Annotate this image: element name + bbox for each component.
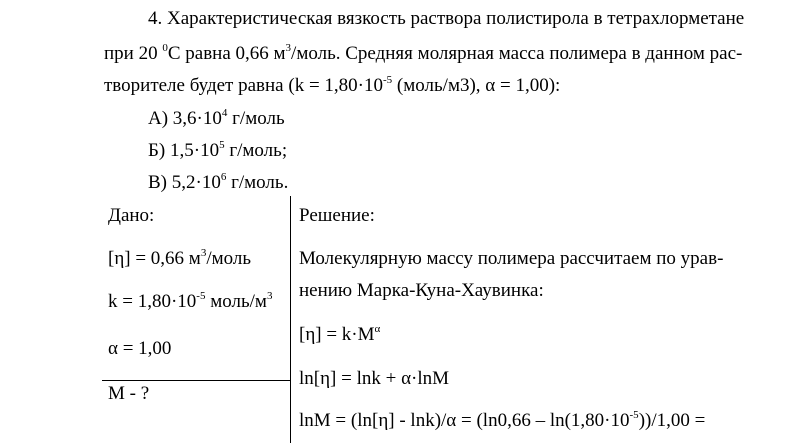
option-a-prefix: А) 3,6·10 [148, 108, 222, 129]
given-eta-sup: 3 [200, 247, 207, 259]
given-find: М - ? [108, 383, 150, 404]
option-a-sup: 4 [221, 107, 228, 119]
given-find-divider [102, 380, 290, 381]
solution-header: Решение: [299, 205, 375, 226]
given-header: Дано: [108, 205, 155, 226]
solution-text-1: Молекулярную массу полимера рассчитаем по урав- [299, 248, 724, 269]
problem-text-2a: при 20 [104, 43, 163, 64]
given-eta-a: [η] = 0,66 м [108, 248, 201, 269]
option-b-prefix: Б) 1,5·10 [148, 140, 220, 161]
problem-text-2c: /моль. Средняя молярная масса полимера в данном рас- [291, 43, 743, 64]
table-vertical-divider [290, 196, 291, 443]
option-c [148, 172, 288, 194]
solution-text-2: нению Марка-Куна-Хаувинка: [299, 280, 544, 301]
degree-sup: 0 [162, 42, 168, 54]
solution-formula-3 [299, 410, 705, 432]
problem-line-2 [104, 43, 742, 65]
given-k [108, 291, 272, 313]
problem-line-3 [104, 75, 560, 97]
option-b-suffix: г/моль; [224, 140, 288, 161]
option-c-prefix: В) 5,2·10 [148, 172, 221, 193]
given-k-b: моль/м [205, 291, 267, 312]
formula-3-a: lnM = (ln[η] - lnk)/α = (ln0,66 – ln(1,80·10 [299, 410, 630, 431]
option-b [148, 140, 287, 162]
given-eta [108, 248, 251, 270]
formula-3-sup: -5 [629, 409, 639, 421]
solution-formula-2: ln[η] = lnk + α·lnM [299, 368, 450, 389]
formula-1-a: [η] = k·M [299, 324, 375, 345]
option-c-suffix: г/моль. [226, 172, 289, 193]
option-b-sup: 5 [219, 139, 225, 151]
option-a-suffix: г/моль [227, 108, 285, 129]
problem-text-1: Характеристическая вязкость раствора полистирола в тетрахлорметане [167, 8, 745, 29]
given-eta-b: /моль [206, 248, 252, 269]
problem-number: 4. [148, 8, 163, 29]
given-k-sup2: 3 [266, 290, 273, 302]
problem-line-1 [148, 8, 744, 30]
formula-3-b: ))/1,00 = [638, 410, 706, 431]
formula-1-sup: α [374, 323, 381, 335]
given-k-sup: -5 [196, 290, 206, 302]
solution-formula-1 [299, 324, 380, 346]
problem-text-3a: творителе будет равна (k = 1,80·10 [104, 75, 383, 96]
exp-sup: -5 [383, 74, 393, 86]
option-c-sup: 6 [220, 171, 227, 183]
option-a [148, 108, 285, 130]
given-k-a: k = 1,80·10 [108, 291, 197, 312]
given-alpha: α = 1,00 [108, 338, 172, 359]
m3-sup: 3 [285, 42, 292, 54]
problem-text-3b: (моль/м3), α = 1,00): [392, 75, 561, 96]
problem-text-2b: С равна 0,66 м [167, 43, 286, 64]
